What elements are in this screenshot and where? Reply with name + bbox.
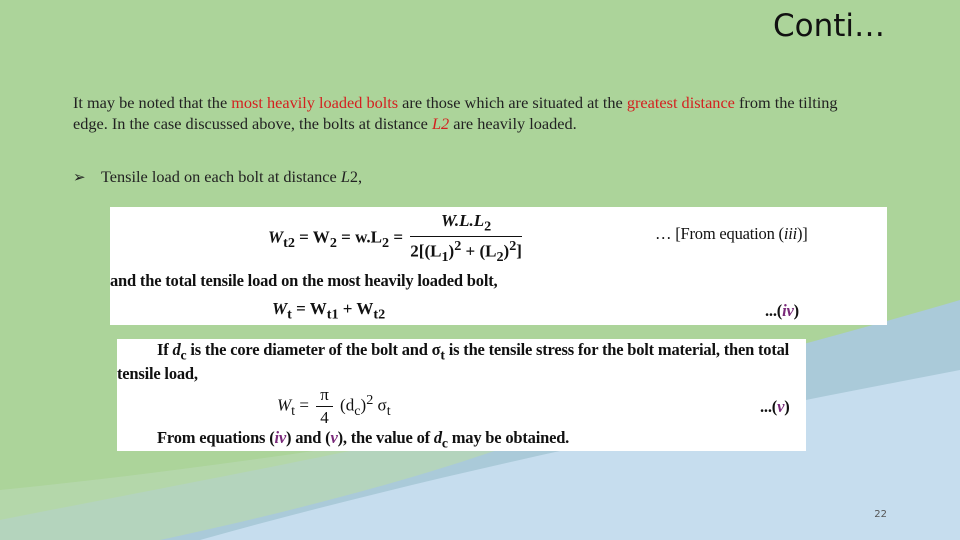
- highlight-greatest-distance: greatest distance: [626, 93, 735, 112]
- equation-ref-iii: … [From equation (iii)]: [655, 224, 808, 243]
- box2-line-4: From equations (iv) and (v), the value of $d_c$ may be obtained.: [157, 428, 570, 451]
- equation-wt-area: $W_t$ = $\frac{\pi}{4}$ $(d_c)^2$ $\sigma_t$: [277, 385, 391, 427]
- bullet-tail: 2,: [349, 167, 363, 186]
- page-number: 22: [874, 509, 887, 520]
- paragraph-text-2: are those which are situated at the: [398, 93, 627, 112]
- box2-line-1: If $d_c$ is the core diameter of the bolt and $\sigma_t$ is the tensile stress for the bolt material, then total: [157, 340, 790, 363]
- paragraph-text-3: from the tilting edge. In the case discussed above, the bolts at distance: [73, 93, 838, 133]
- equation-ref-v: ...(v): [760, 397, 790, 416]
- variable-l2: L2: [431, 114, 450, 133]
- bullet-item: [73, 167, 362, 187]
- bullet-variable: L: [340, 167, 350, 186]
- fraction: $\frac{\pi}{4}$: [316, 385, 333, 428]
- equation-wt2: $W_{t2} = W_2 = w.L_2$ = $\frac{W.L.L_2}{2[(L_1)^2 + (L_2)^2]}$: [268, 211, 522, 266]
- equation-box-2: [117, 339, 806, 451]
- paragraph-text-4: are heavily loaded.: [449, 114, 577, 133]
- box1-text-line: and the total tensile load on the most heavily loaded bolt,: [110, 271, 498, 290]
- paragraph-text-1: It may be noted that the: [73, 93, 232, 112]
- highlight-most-heavily-loaded: most heavily loaded bolts: [231, 93, 399, 112]
- slide-title: Conti…: [772, 8, 885, 44]
- equation-ref-iv: ...(iv): [765, 301, 799, 320]
- intro-paragraph: [73, 92, 853, 134]
- equation-wt: $W_t = W_{t1} + W_{t2}$: [272, 299, 386, 323]
- box2-line-2: tensile load,: [117, 364, 198, 383]
- arrow-bullet-icon: ➢: [73, 168, 86, 186]
- fraction: $\frac{W.L.L_2}{2[(L_1)^2 + (L_2)^2]}$: [410, 211, 522, 266]
- bullet-text: Tensile load on each bolt at distance: [101, 167, 341, 186]
- equation-box-1: [110, 207, 887, 325]
